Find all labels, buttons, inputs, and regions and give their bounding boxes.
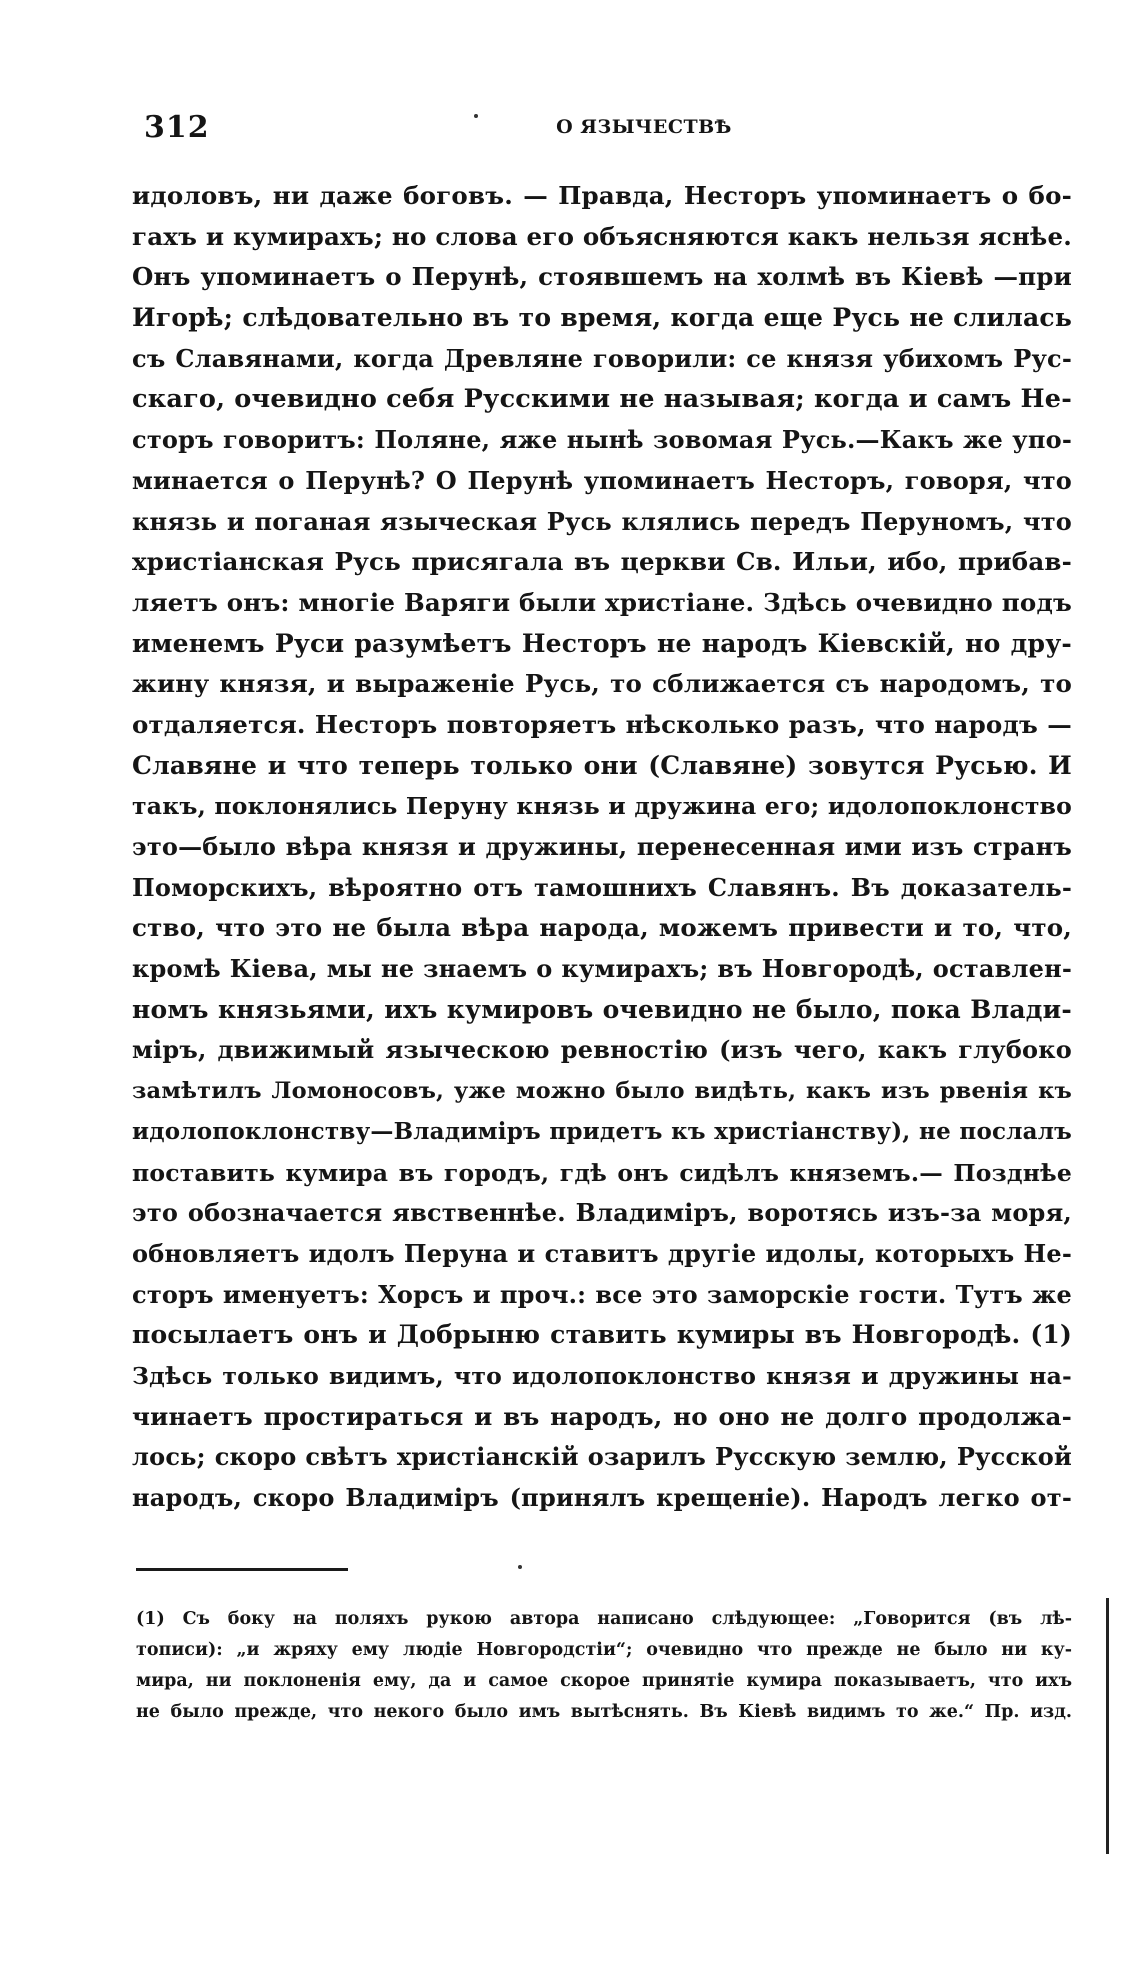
text-line: Здѣсь только видимъ, что идолопоклонство князя и дружины на-	[132, 1361, 1072, 1390]
margin-mark	[1106, 1598, 1109, 1854]
text-line: чинаетъ простираться и въ народъ, но оно не долго продолжа-	[132, 1401, 1072, 1431]
text-line: это обозначается явственнѣе. Владиміръ, воротясь изъ-за моря,	[132, 1198, 1072, 1228]
text-line: посылаетъ онъ и Добрыню ставить кумиры въ Новгородѣ. (1)	[132, 1320, 1072, 1350]
footnote-divider	[136, 1568, 348, 1571]
text-line: кромѣ Кіева, мы не знаемъ о кумирахъ; въ Новгородѣ, оставлен-	[132, 954, 1072, 984]
text-line: сторъ именуетъ: Хорсъ и проч.: все это заморскіе гости. Тутъ же	[132, 1279, 1072, 1309]
text-line: идоловъ, ни даже боговъ. — Правда, Несторъ упоминаетъ о бо-	[132, 181, 1072, 210]
text-line: идолопоклонству—Владиміръ придетъ къ христіанству), не послалъ	[132, 1117, 1072, 1145]
text-line: это—было вѣра князя и дружины, перенесенная ими изъ странъ	[132, 832, 1072, 861]
text-line: ляетъ онъ: многіе Варяги были христіане. Здѣсь очевидно подъ	[132, 587, 1072, 617]
text-line: лось; скоро свѣтъ христіанскій озарилъ Русскую землю, Русской	[132, 1442, 1072, 1472]
text-line: гахъ и кумирахъ; но слова его объясняются какъ нельзя яснѣе.	[132, 221, 1072, 251]
text-line: замѣтилъ Ломоносовъ, уже можно было видѣть, какъ изъ рвенія къ	[132, 1078, 1072, 1105]
footnote-line: тописи): „и жряху ему людіе Новгородстіи“; очевидно что прежде не было ни ку-	[136, 1640, 1072, 1660]
page-number: 312	[144, 110, 210, 145]
footnote	[136, 1604, 1072, 1728]
text-line: поставить кумира въ городъ, гдѣ онъ сидѣлъ княземъ.— Позднѣе	[132, 1158, 1072, 1187]
text-line: минается о Перунѣ? О Перунѣ упоминаетъ Несторъ, говоря, что	[132, 465, 1072, 495]
main-text	[132, 176, 1072, 1519]
text-line: скаго, очевидно себя Русскими не называя; когда и самъ Не-	[132, 384, 1072, 415]
text-line: жину князя, и выраженіе Русь, то сближается съ народомъ, то	[132, 669, 1072, 699]
text-line: князь и поганая языческая Русь клялись передъ Перуномъ, что	[132, 506, 1072, 536]
footnote-line: не было прежде, что некого было имъ вытѣснять. Въ Кіевѣ видимъ то же.“ Пр. изд.	[136, 1702, 1072, 1722]
running-title: О ЯЗЫЧЕСТВѢ	[556, 116, 732, 138]
page-header	[134, 100, 1084, 150]
text-line: Славяне и что теперь только они (Славяне) зовутся Русью. И	[132, 750, 1072, 780]
text-line: именемъ Руси разумѣетъ Несторъ не народъ Кіевскій, но дру-	[132, 628, 1072, 658]
footnote-line: (1) Съ боку на поляхъ рукою автора написано слѣдующее: „Говорится (въ лѣ-	[136, 1609, 1072, 1629]
footnote-line: мира, ни поклоненія ему, да и самое скорое принятіе кумира показываетъ, что ихъ	[136, 1671, 1072, 1691]
text-line: ство, что это не была вѣра народа, можемъ привести и то, что,	[132, 913, 1072, 943]
ink-speck	[518, 1565, 522, 1569]
text-line: обновляетъ идолъ Перуна и ставитъ другіе идолы, которыхъ Не-	[132, 1238, 1072, 1268]
text-line: Поморскихъ, вѣроятно отъ тамошнихъ Славянъ. Въ доказатель-	[132, 872, 1072, 902]
text-line: такъ, поклонялись Перуну князь и дружина его; идолопоклонство	[132, 792, 1072, 821]
text-line: отдаляется. Несторъ повторяетъ нѣсколько разъ, что народъ —	[132, 709, 1072, 739]
text-line: Игорѣ; слѣдовательно въ то время, когда еще Русь не слилась	[132, 303, 1072, 333]
text-line: народъ, скоро Владиміръ (принялъ крещеніе). Народъ легко от-	[132, 1483, 1072, 1512]
text-line: сторъ говоритъ: Поляне, яже нынѣ зовомая Русь.—Какъ же упо-	[132, 425, 1072, 455]
text-line: съ Славянами, когда Древляне говорили: се князя убихомъ Рус-	[132, 343, 1072, 373]
text-line: номъ князьями, ихъ кумировъ очевидно не было, пока Влади-	[132, 994, 1072, 1024]
text-line: міръ, движимый языческою ревностію (изъ чего, какъ глубоко	[132, 1035, 1072, 1065]
text-line: христіанская Русь присягала въ церкви Св. Ильи, ибо, прибав-	[132, 547, 1072, 577]
text-line: Онъ упоминаетъ о Перунѣ, стоявшемъ на холмѣ въ Кіевѣ —при	[132, 262, 1072, 292]
